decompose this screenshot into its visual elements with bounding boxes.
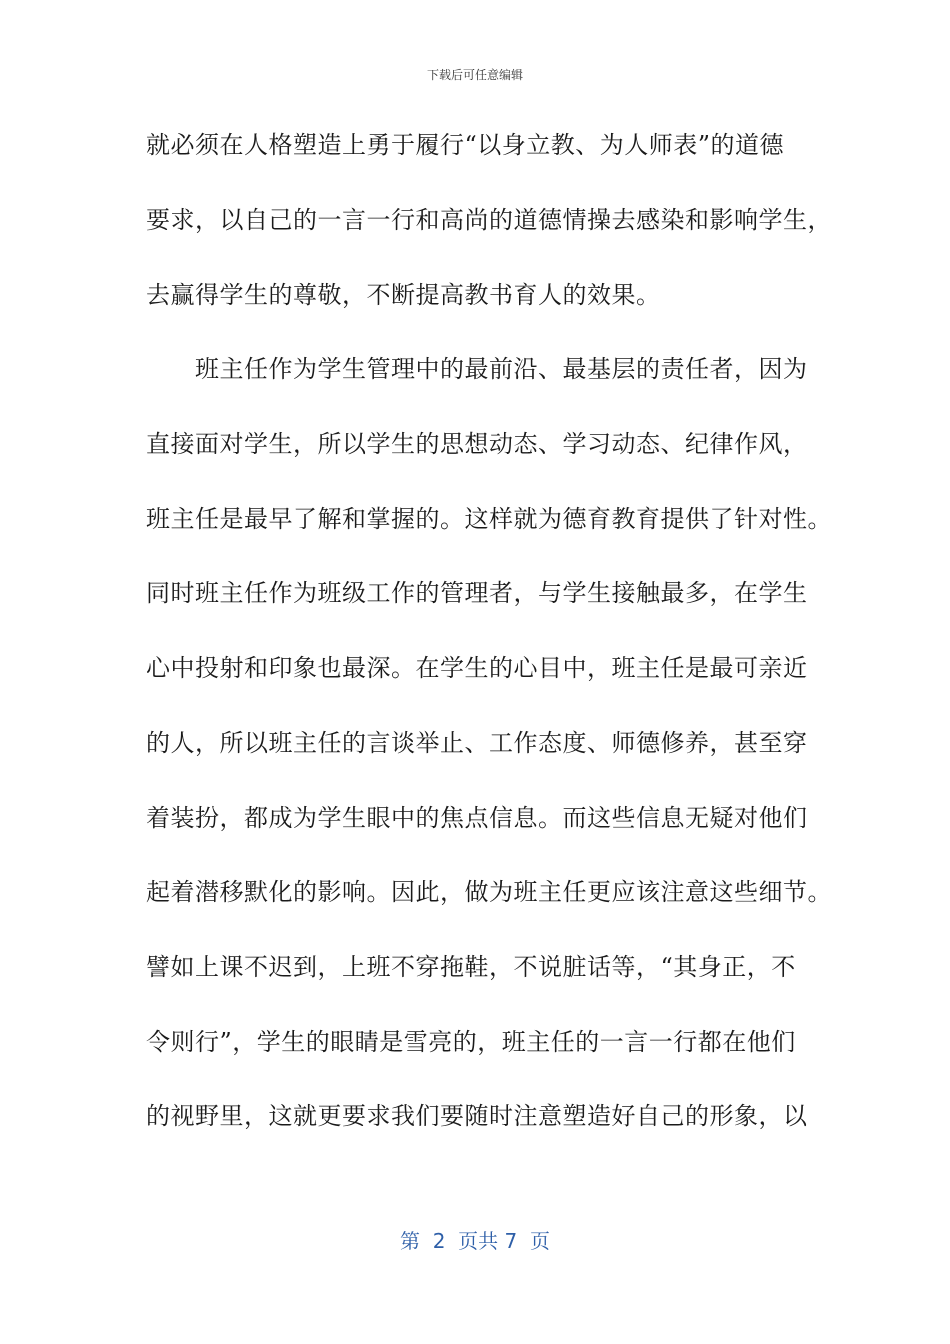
text-line: 起着潜移默化的影响。因此，做为班主任更应该注意这些细节。 xyxy=(146,878,832,906)
text-line: 直接面对学生，所以学生的思想动态、学习动态、纪律作风， xyxy=(146,430,808,458)
text-line: 要求，以自己的一言一行和高尚的道德情操去感染和影响学生， xyxy=(146,206,832,234)
text-line: 班主任作为学生管理中的最前沿、最基层的责任者，因为 xyxy=(146,355,808,383)
text-line: 着装扮，都成为学生眼中的焦点信息。而这些信息无疑对他们 xyxy=(146,804,808,832)
text-line: 去赢得学生的尊敬，不断提高教书育人的效果。 xyxy=(146,281,661,309)
text-line: 令则行”，学生的眼睛是雪亮的，班主任的一言一行都在他们 xyxy=(146,1028,796,1056)
text-line: 班主任是最早了解和掌握的。这样就为德育教育提供了针对性。 xyxy=(146,505,832,533)
text-line: 的人，所以班主任的言谈举止、工作态度、师德修养，甚至穿 xyxy=(146,729,808,757)
text-line: 心中投射和印象也最深。在学生的心目中，班主任是最可亲近 xyxy=(146,654,808,682)
text-line: 譬如上课不迟到，上班不穿拖鞋，不说脏话等，“其身正，不 xyxy=(146,953,796,981)
text-line: 同时班主任作为班级工作的管理者，与学生接触最多，在学生 xyxy=(146,579,808,607)
text-line: 就必须在人格塑造上勇于履行“以身立教、为人师表”的道德 xyxy=(146,131,785,159)
text-line: 的视野里，这就更要求我们要随时注意塑造好自己的形象，以 xyxy=(146,1102,808,1130)
page-number-footer: 第 2 页共 7 页 xyxy=(400,1229,550,1253)
page-header: 下载后可任意编辑 xyxy=(426,68,523,82)
